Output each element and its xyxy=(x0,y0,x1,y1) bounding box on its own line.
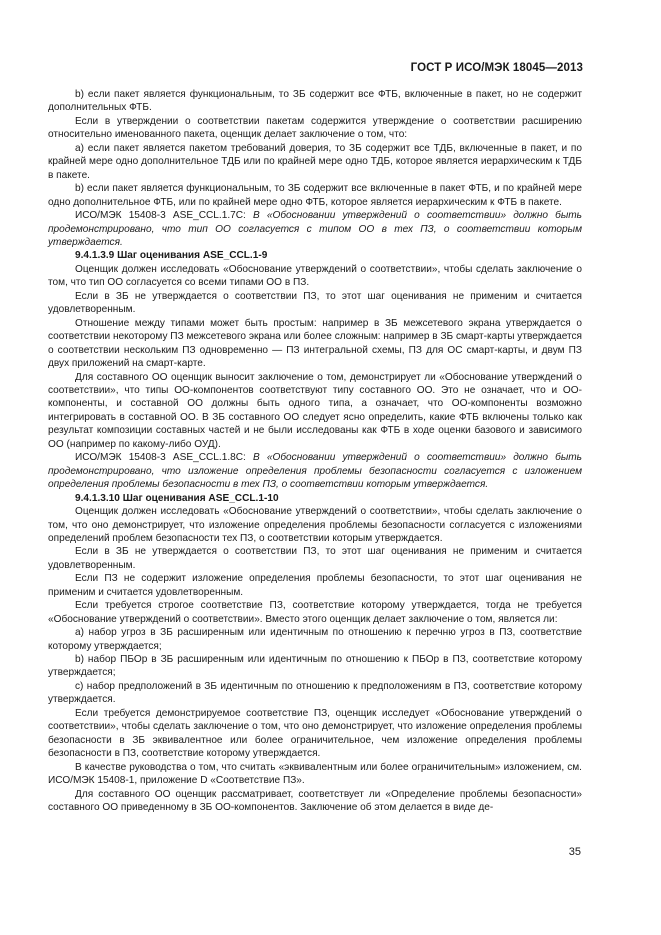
requirement-paragraph xyxy=(48,451,582,491)
paragraph: Если ПЗ не содержит изложение определения проблемы безопасности, то этот шаг оценивания не применим и считается удовлетворенным. xyxy=(48,573,582,598)
section-heading: 9.4.1.3.9 Шаг оценивания ASE_CCL.1-9 xyxy=(75,250,268,262)
paragraph: В качестве руководства о том, что считать «эквивалентным или более ограничительным» изложением, см. ИСО/МЭК 15408-1, приложение D «Соответствие ПЗ». xyxy=(48,761,582,787)
paragraph: Оценщик должен исследовать «Обоснование утверждений о соответствии», чтобы сделать заключение о том, что оно демонстрирует, что изложение определения проблемы безопасности согласуется с изложениями определений проблем безопасности тех ПЗ, о соответствии которым утверждается. xyxy=(48,506,582,544)
paragraph: a) если пакет является пакетом требований доверия, то ЗБ содержит все ТДБ, включенные в пакет, и по крайней мере одно дополнительное ТДБ или по крайней мере одно ТДБ, которое является иерархическим к ТДБ в пакете. xyxy=(48,142,582,181)
paragraph: b) если пакет является функциональным, то ЗБ содержит все включенные в пакет ФТБ, и по крайней мере одно дополнительное ФТБ, или по крайней мере одно ФТБ, которое является иерархическим к ФТБ в пакете. xyxy=(48,183,582,208)
paragraph: Для составного ОО оценщик рассматривает, соответствует ли «Определение проблемы безопасности» составного ОО приведенному в ЗБ ОО-компонентов. Заключение об этом делается в виде де- xyxy=(48,788,582,814)
list-item: a) набор угроз в ЗБ расширенным или идентичным по отношению к перечню угроз в ПЗ, соответствие которому утверждается; xyxy=(48,627,582,652)
requirement-text: В «Обосновании утверждений о соответствии» должно быть продемонстрировано, что тип ОО согласуется с типом ОО в тех ПЗ, о соответствии которым утверждается. xyxy=(48,210,582,248)
requirement-paragraph xyxy=(48,209,582,249)
paragraph: Если в ЗБ не утверждается о соответствии ПЗ, то этот шаг оценивания не применим и считается удовлетворенным. xyxy=(48,290,582,316)
paragraph: b) если пакет является функциональным, то ЗБ содержит все ФТБ, включенные в пакет, но не содержит дополнительных ФТБ. xyxy=(48,89,582,114)
requirement-id: ИСО/МЭК 15408-3 ASE_CCL.1.7С: xyxy=(75,210,253,222)
list-item: c) набор предположений в ЗБ идентичным по отношению к предположениям в ПЗ, соответствие которому утверждается. xyxy=(48,680,582,706)
paragraph: Если в утверждении о соответствии пакетам содержится утверждение о соответствии расширению относительно именованного пакета, оценщик делает заключение о том, что: xyxy=(48,115,582,141)
document-header: ГОСТ Р ИСО/МЭК 18045—2013 xyxy=(410,62,583,74)
list-item: b) набор ПБОр в ЗБ расширенным или идентичным по отношению к ПБОр в ПЗ, соответствие которому утверждается; xyxy=(48,654,582,679)
requirement-id: ИСО/МЭК 15408-3 ASE_CCL.1.8С: xyxy=(75,452,253,464)
document-body xyxy=(48,88,582,814)
paragraph: Для составного ОО оценщик выносит заключение о том, демонстрирует ли «Обоснование утверждений о соответствии», что типы ОО-компонентов соответствуют типу составного ОО. Это не означает, что и ОО-компоненты, и составной ОО должны быть одного типа, а означает, что ОО-компоненты возможно интегрировать в составной ОО. В ЗБ составного ОО следует ясно определить, какие ФТБ включены только как результат композиции составных частей и не были исследованы как ФТБ в ходе оценки базового и зависимого ОО (например по какому-либо ОУД). xyxy=(48,371,582,450)
paragraph: Если требуется демонстрируемое соответствие ПЗ, оценщик исследует «Обоснование утверждений о соответствии», чтобы сделать заключение о том, что оно демонстрирует, что изложение определения проблемы безопасности в ЗБ эквивалентное или более ограничительное, чем изложение определения проблемы безопасности в ПЗ, соответствие которому утверждается. xyxy=(48,707,582,760)
requirement-text: В «Обосновании утверждений о соответствии» должно быть продемонстрировано, что изложение определения проблемы безопасности согласуется с изложением определения проблемы безопасности в тех ПЗ, о соответствии которым утверждается. xyxy=(48,452,582,491)
section-heading: 9.4.1.3.10 Шаг оценивания ASE_CCL.1-10 xyxy=(75,492,279,504)
page-number: 35 xyxy=(568,846,581,858)
paragraph: Отношение между типами может быть простым: например в ЗБ межсетевого экрана утверждается о соответствии некоторому ПЗ межсетевого экрана или более сложным: например в ЗБ смарт-карты утверждается о соответствии нескольким ПЗ одновременно — ПЗ интегральной схемы, ПЗ для ОС смарт-карты, и двум ПЗ двух приложений на смарт-карте. xyxy=(48,317,582,370)
paragraph: Если в ЗБ не утверждается о соответствии ПЗ, то этот шаг оценивания не применим и считается удовлетворенным. xyxy=(48,546,582,571)
paragraph: Оценщик должен исследовать «Обоснование утверждений о соответствии», чтобы сделать заключение о том, что тип ОО согласуется со всеми типами ОО в ПЗ. xyxy=(48,263,582,289)
paragraph: Если требуется строгое соответствие ПЗ, соответствие которому утверждается, тогда не требуется «Обоснование утверждений о соответствии». Вместо этого оценщик делает заключение о том, является ли: xyxy=(48,600,582,625)
